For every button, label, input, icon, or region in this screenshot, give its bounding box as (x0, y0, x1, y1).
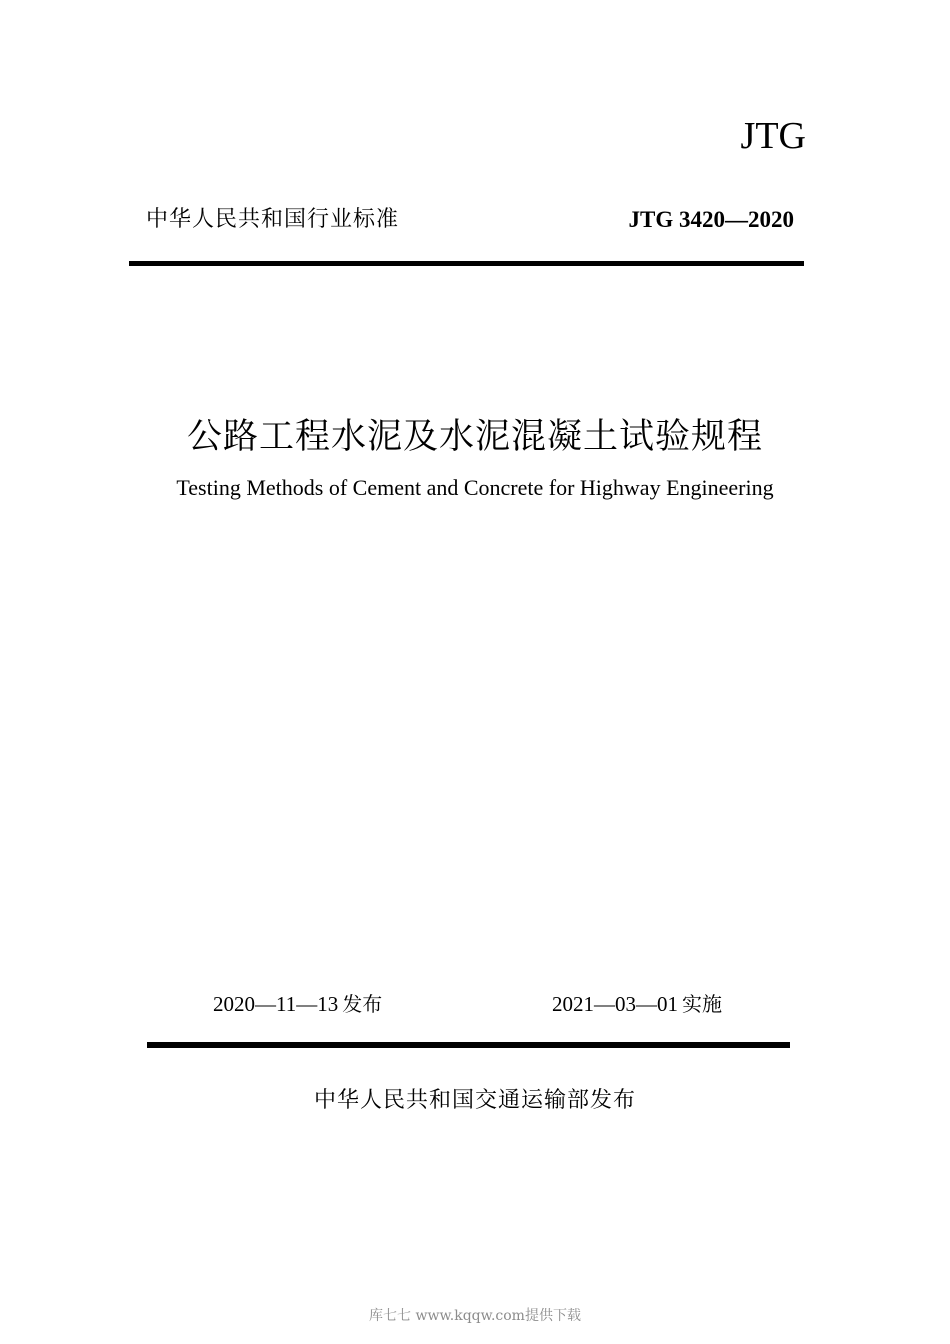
issue-date: 2020—11—13 (213, 992, 339, 1016)
top-divider (129, 261, 804, 266)
document-title-english: Testing Methods of Cement and Concrete for Highway Engineering (176, 475, 774, 500)
effective-label: 实施 (682, 992, 722, 1016)
series-code: JTG (740, 115, 806, 157)
standard-number: JTG 3420—2020 (628, 207, 794, 232)
download-watermark: 库七七 www.kqqw.com提供下载 (369, 1308, 581, 1324)
document-title-chinese: 公路工程水泥及水泥混凝土试验规程 (186, 417, 763, 457)
industry-standard-label: 中华人民共和国行业标准 (146, 207, 400, 232)
issue-label: 发布 (342, 992, 383, 1016)
publisher: 中华人民共和国交通运输部发布 (313, 1088, 636, 1113)
bottom-divider (147, 1042, 790, 1048)
effective-date-block (552, 989, 722, 1019)
issue-date-block (213, 989, 382, 1019)
effective-date: 2021—03—01 (552, 992, 678, 1016)
